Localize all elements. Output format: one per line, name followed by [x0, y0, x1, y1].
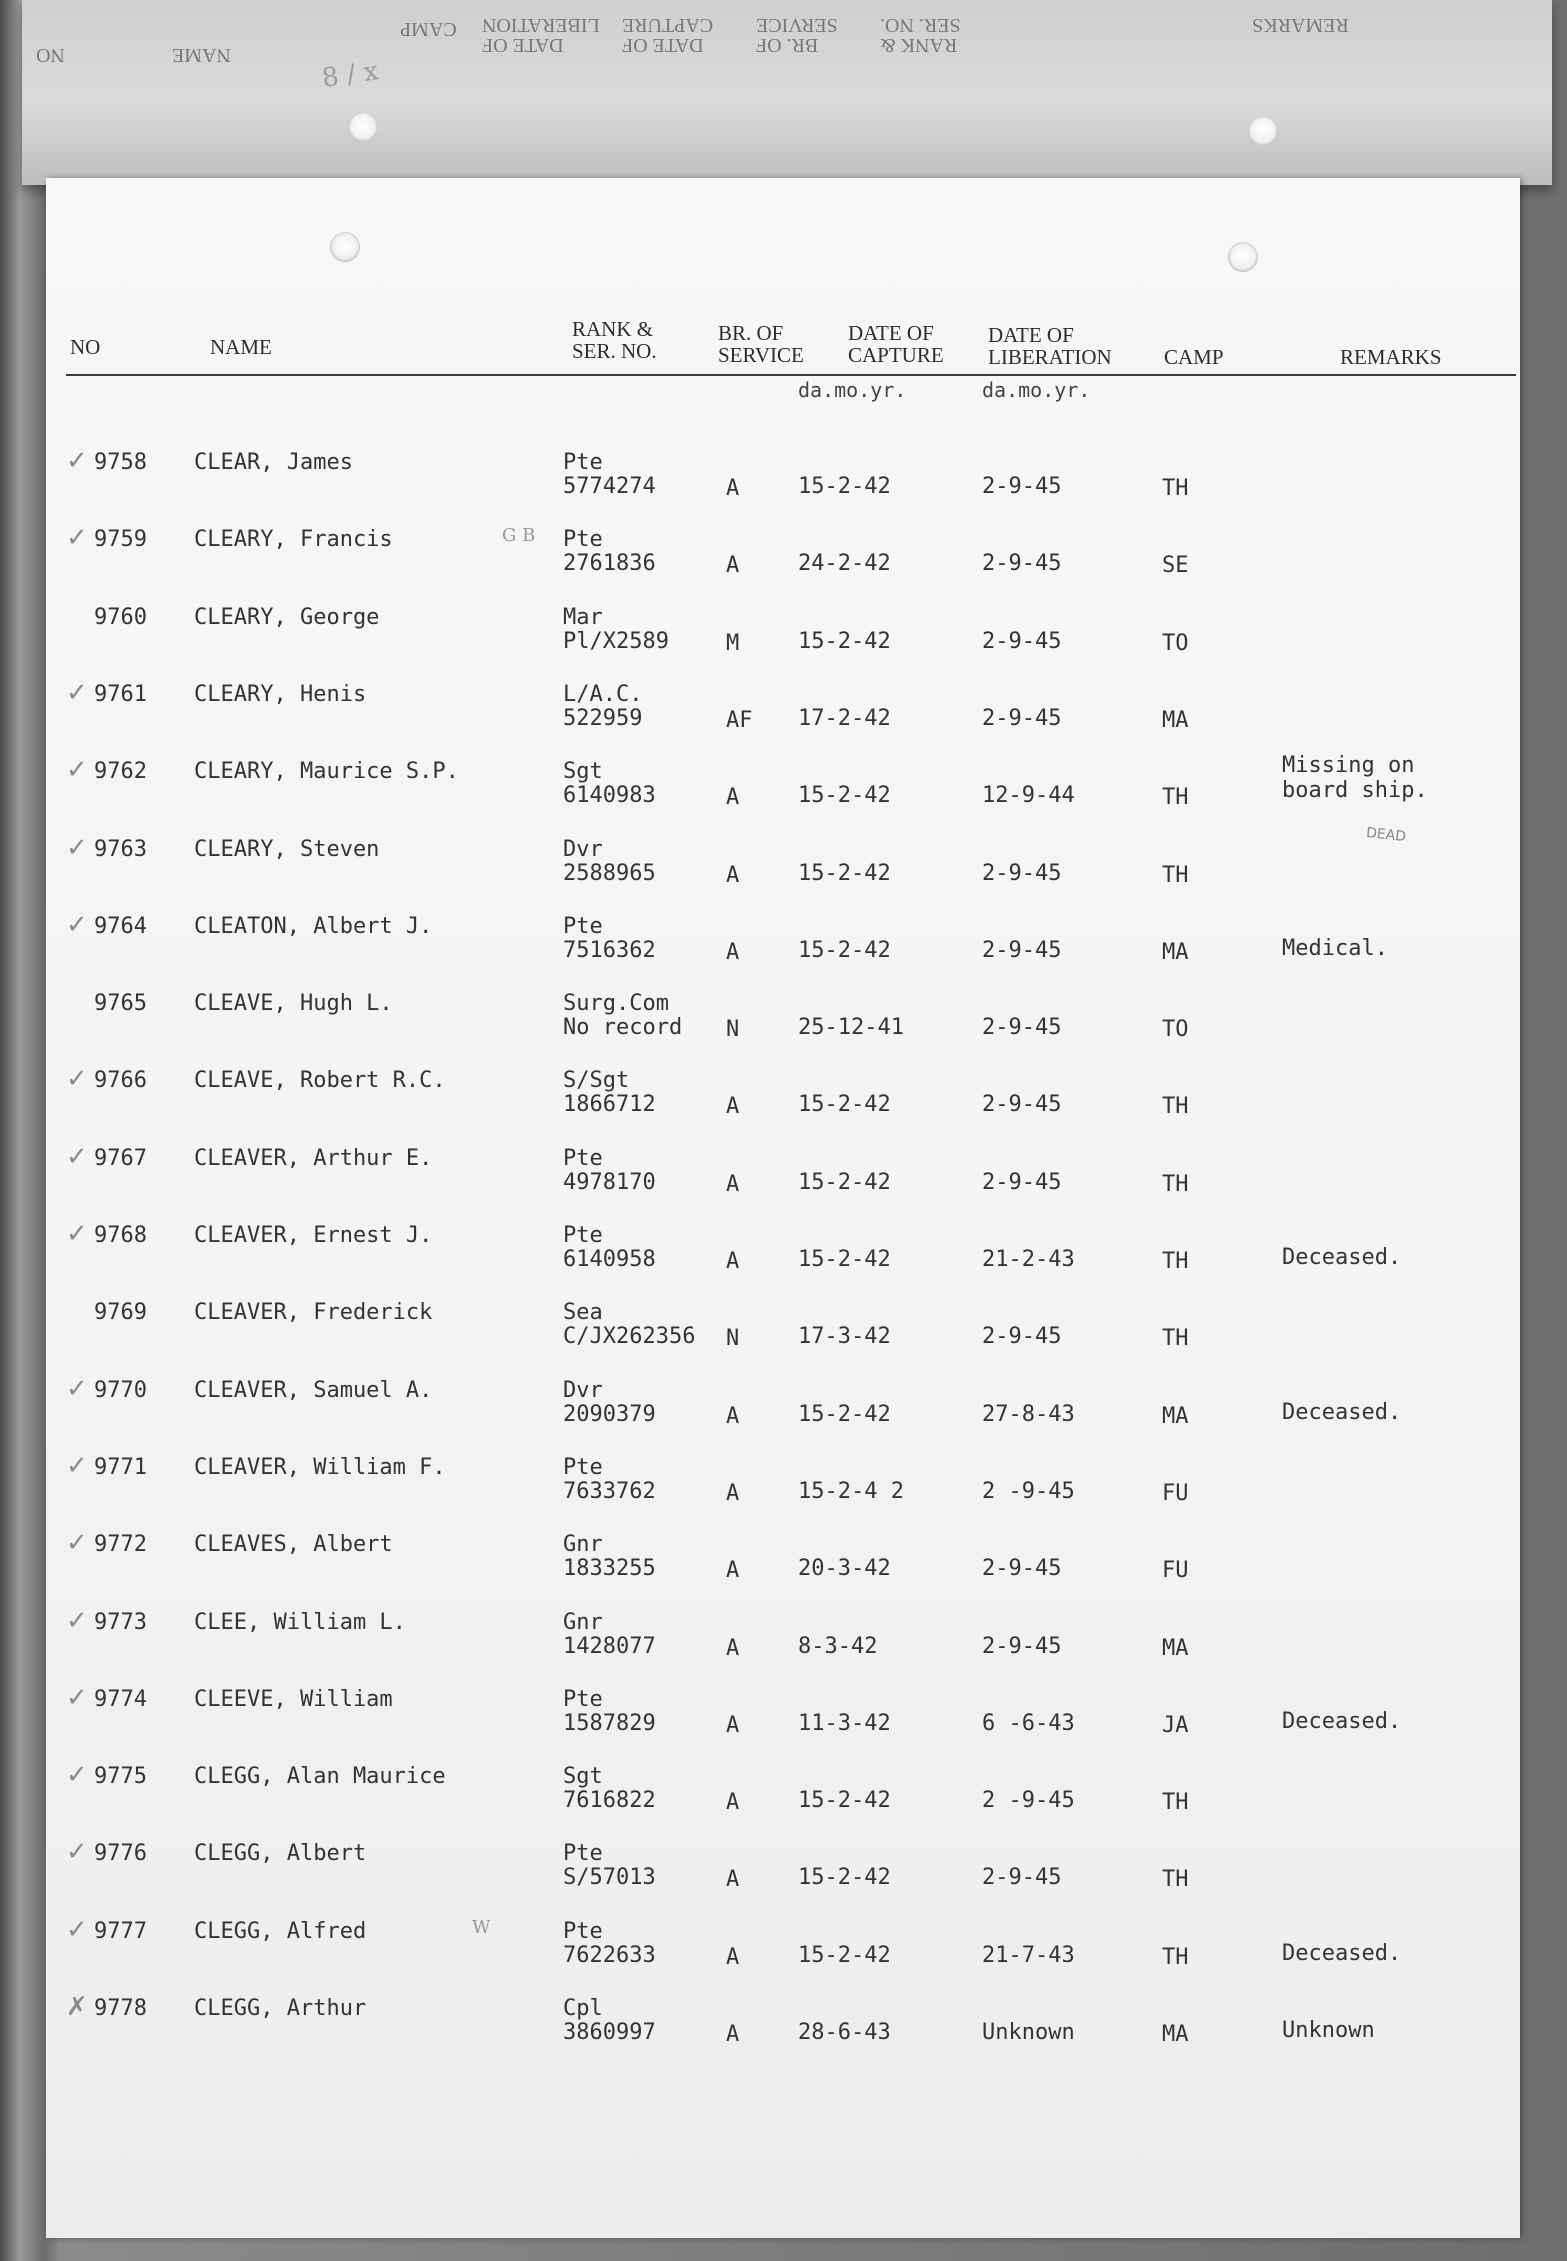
service-number: S/57013	[563, 1865, 656, 1890]
mirror-header-service: SERVICE	[756, 14, 838, 36]
prisoner-name: CLEAVER, Ernest J.	[194, 1223, 433, 1248]
prisoner-name: CLEARY, Steven	[194, 837, 380, 862]
check-mark: ✓	[66, 1142, 88, 1172]
rank: S/Sgt	[563, 1068, 630, 1093]
date-of-liberation: 21-2-43	[982, 1247, 1075, 1272]
branch-of-service: A	[726, 1636, 740, 1661]
service-number: 522959	[563, 706, 643, 731]
header-date-liberation: DATE OF LIBERATION	[988, 323, 1112, 369]
record-number: 9769	[94, 1300, 147, 1325]
check-mark: ✓	[66, 678, 88, 708]
check-mark: ✓	[66, 1760, 88, 1790]
mirror-header-name: NAME	[172, 44, 231, 66]
camp-code: TH	[1162, 1249, 1189, 1274]
camp-code: SE	[1162, 553, 1189, 578]
date-of-liberation: Unknown	[982, 2020, 1075, 2045]
record-row	[46, 446, 1520, 520]
date-of-capture: 17-2-42	[798, 706, 891, 731]
date-of-liberation: 2 -9-45	[982, 1479, 1075, 1504]
branch-of-service: A	[726, 1249, 740, 1274]
remarks: Unknown	[1282, 2018, 1375, 2043]
service-number: 5774274	[563, 474, 656, 499]
date-of-liberation: 2-9-45	[982, 706, 1062, 731]
service-number: 7616822	[563, 1788, 656, 1813]
date-of-capture: 17-3-42	[798, 1324, 891, 1349]
check-mark: ✓	[66, 446, 88, 476]
record-number: 9765	[94, 991, 147, 1016]
rank: Dvr	[563, 1378, 603, 1403]
prisoner-name: CLEARY, George	[194, 605, 380, 630]
rank: Gnr	[563, 1610, 603, 1635]
record-number: 9770	[94, 1378, 147, 1403]
record-number: 9758	[94, 450, 147, 475]
record-number: 9767	[94, 1146, 147, 1171]
check-mark: ✓	[66, 1683, 88, 1713]
prisoner-name: CLEARY, Francis	[194, 527, 393, 552]
camp-code: TH	[1162, 785, 1189, 810]
punch-hole-left-top	[348, 112, 378, 142]
camp-code: TO	[1162, 631, 1189, 656]
camp-code: MA	[1162, 940, 1189, 965]
branch-of-service: A	[726, 2022, 740, 2047]
prisoner-name: CLEGG, Alfred	[194, 1919, 367, 1944]
record-number: 9776	[94, 1841, 147, 1866]
record-number: 9771	[94, 1455, 147, 1480]
date-of-liberation: 2-9-45	[982, 1015, 1062, 1040]
mirror-header-liberation: LIBERATION	[482, 14, 600, 36]
date-of-capture: 20-3-42	[798, 1556, 891, 1581]
camp-code: TH	[1162, 1790, 1189, 1815]
branch-of-service: AF	[726, 708, 753, 733]
record-row	[46, 605, 1520, 675]
branch-of-service: M	[726, 631, 740, 656]
mirrored-header-show-through	[22, 0, 1552, 70]
date-of-capture: 15-2-42	[798, 629, 891, 654]
service-number: 6140958	[563, 1247, 656, 1272]
header-rank: RANK & SER. NO.	[572, 317, 657, 363]
header-camp: CAMP	[1164, 345, 1224, 369]
prisoner-name: CLEAR, James	[194, 450, 353, 475]
mirror-header-date-of-1: DATE OF	[622, 34, 704, 56]
rank: L/A.C.	[563, 682, 643, 707]
camp-code: MA	[1162, 708, 1189, 733]
record-row	[46, 1451, 1520, 1525]
handwritten-annotation: G B	[502, 525, 536, 546]
service-number: 1833255	[563, 1556, 656, 1581]
record-row	[46, 1064, 1520, 1138]
check-mark: ✓	[66, 1528, 88, 1558]
record-row	[46, 1142, 1520, 1216]
remarks: Deceased.	[1282, 1245, 1402, 1270]
header-date-capture: DATE OF CAPTURE	[848, 321, 944, 367]
service-number: 6140983	[563, 783, 656, 808]
service-number: 2090379	[563, 1402, 656, 1427]
service-number: Pl/X2589	[563, 629, 669, 654]
check-mark: ✓	[66, 1606, 88, 1636]
date-of-liberation: 6 -6-43	[982, 1711, 1075, 1736]
check-mark: ✓	[66, 1064, 88, 1094]
record-number: 9777	[94, 1919, 147, 1944]
record-number: 9775	[94, 1764, 147, 1789]
prisoner-name: CLEAVER, William F.	[194, 1455, 446, 1480]
date-of-capture: 15-2-4 2	[798, 1479, 904, 1504]
record-number: 9759	[94, 527, 147, 552]
rank: Sea	[563, 1300, 603, 1325]
branch-of-service: A	[726, 863, 740, 888]
date-of-liberation: 2-9-45	[982, 474, 1062, 499]
date-of-liberation: 2-9-45	[982, 1865, 1062, 1890]
record-number: 9772	[94, 1532, 147, 1557]
rank: Sgt	[563, 759, 603, 784]
prisoner-name: CLEGG, Albert	[194, 1841, 367, 1866]
prisoner-name: CLEATON, Albert J.	[194, 914, 433, 939]
branch-of-service: N	[726, 1326, 740, 1351]
prisoner-name: CLEAVER, Samuel A.	[194, 1378, 433, 1403]
check-mark: ✓	[66, 1915, 88, 1945]
check-mark: ✓	[66, 1837, 88, 1867]
record-row	[46, 678, 1520, 752]
date-of-liberation: 2-9-45	[982, 1634, 1062, 1659]
prisoner-name: CLEAVER, Frederick	[194, 1300, 433, 1325]
service-number: No record	[563, 1015, 683, 1040]
record-row	[46, 1683, 1520, 1757]
record-row	[46, 1374, 1520, 1448]
date-of-liberation: 2 -9-45	[982, 1788, 1075, 1813]
rank: Pte	[563, 914, 603, 939]
handwritten-dead-note: DEAD	[1365, 824, 1407, 846]
record-row	[46, 753, 1520, 846]
mirror-header-no: NO	[36, 44, 65, 66]
date-of-capture: 8-3-42	[798, 1634, 878, 1659]
record-number: 9762	[94, 759, 147, 784]
record-row	[46, 991, 1520, 1061]
header-name: NAME	[210, 335, 272, 359]
camp-code: TO	[1162, 1017, 1189, 1042]
prisoner-name: CLEGG, Arthur	[194, 1996, 367, 2021]
camp-code: JA	[1162, 1713, 1189, 1738]
record-number: 9761	[94, 682, 147, 707]
camp-code: TH	[1162, 1945, 1189, 1970]
capture-unit-label: da.mo.yr.	[798, 378, 907, 402]
rank: Cpl	[563, 1996, 603, 2021]
date-of-liberation: 12-9-44	[982, 783, 1075, 808]
service-number: 2588965	[563, 861, 656, 886]
mirror-header-capture: CAPTURE	[622, 14, 714, 36]
date-of-capture: 15-2-42	[798, 1943, 891, 1968]
rank: Mar	[563, 605, 603, 630]
check-mark: ✓	[66, 1451, 88, 1481]
mirror-header-serno: SER. NO.	[880, 14, 961, 36]
record-number: 9760	[94, 605, 147, 630]
rank: Pte	[563, 1841, 603, 1866]
branch-of-service: A	[726, 553, 740, 578]
date-of-capture: 15-2-42	[798, 938, 891, 963]
remarks: Medical.	[1282, 936, 1388, 961]
rank: Pte	[563, 1223, 603, 1248]
record-number: 9773	[94, 1610, 147, 1635]
service-number: 7633762	[563, 1479, 656, 1504]
prisoner-name: CLEAVE, Hugh L.	[194, 991, 393, 1016]
branch-of-service: A	[726, 1713, 740, 1738]
punch-hole-left	[330, 232, 360, 262]
mirror-header-rank: RANK &	[880, 34, 958, 56]
date-of-capture: 24-2-42	[798, 551, 891, 576]
record-number: 9763	[94, 837, 147, 862]
service-number: 1866712	[563, 1092, 656, 1117]
mirror-header-remarks: REMARKS	[1252, 14, 1349, 36]
camp-code: TH	[1162, 1094, 1189, 1119]
date-of-capture: 15-2-42	[798, 1402, 891, 1427]
date-of-capture: 15-2-42	[798, 1247, 891, 1272]
branch-of-service: A	[726, 1558, 740, 1583]
branch-of-service: A	[726, 1404, 740, 1429]
date-of-capture: 25-12-41	[798, 1015, 904, 1040]
record-number: 9766	[94, 1068, 147, 1093]
remarks: Deceased.	[1282, 1709, 1402, 1734]
branch-of-service: A	[726, 476, 740, 501]
record-row	[46, 1219, 1520, 1293]
date-of-capture: 28-6-43	[798, 2020, 891, 2045]
branch-of-service: A	[726, 1790, 740, 1815]
punch-hole-right	[1228, 242, 1258, 272]
camp-code: TH	[1162, 476, 1189, 501]
date-of-capture: 15-2-42	[798, 1865, 891, 1890]
mirror-header-date-of-2: DATE OF	[482, 34, 564, 56]
prisoner-name: CLEARY, Maurice S.P.	[194, 759, 459, 784]
record-number: 9764	[94, 914, 147, 939]
branch-of-service: A	[726, 785, 740, 810]
record-row	[46, 1915, 1520, 1989]
check-mark: ✓	[66, 755, 88, 785]
branch-of-service: A	[726, 940, 740, 965]
header-remarks: REMARKS	[1340, 345, 1442, 369]
rank: Surg.Com	[563, 991, 669, 1016]
camp-code: TH	[1162, 863, 1189, 888]
remarks: Missing on board ship.	[1282, 753, 1428, 803]
branch-of-service: A	[726, 1172, 740, 1197]
rank: Gnr	[563, 1532, 603, 1557]
service-number: 4978170	[563, 1170, 656, 1195]
rank: Pte	[563, 1919, 603, 1944]
date-of-capture: 15-2-42	[798, 474, 891, 499]
record-row	[46, 910, 1520, 984]
remarks: Deceased.	[1282, 1941, 1402, 1966]
check-mark: ✗	[66, 1992, 88, 2022]
record-row	[46, 1760, 1520, 1834]
record-row	[46, 1300, 1520, 1370]
branch-of-service: A	[726, 1481, 740, 1506]
record-row	[46, 1528, 1520, 1602]
prisoner-name: CLEEVE, William	[194, 1687, 393, 1712]
rank: Pte	[563, 450, 603, 475]
date-of-liberation: 27-8-43	[982, 1402, 1075, 1427]
check-mark: ✓	[66, 833, 88, 863]
camp-code: MA	[1162, 2022, 1189, 2047]
rank: Dvr	[563, 837, 603, 862]
prisoner-name: CLEAVER, Arthur E.	[194, 1146, 433, 1171]
punch-hole-right-top	[1248, 116, 1278, 146]
handwritten-annotation: W	[472, 1917, 491, 1938]
record-row	[46, 523, 1520, 597]
remarks: Deceased.	[1282, 1400, 1402, 1425]
prisoner-name: CLEAVES, Albert	[194, 1532, 393, 1557]
branch-of-service: N	[726, 1017, 740, 1042]
liberation-unit-label: da.mo.yr.	[982, 378, 1091, 402]
date-of-liberation: 2-9-45	[982, 1324, 1062, 1349]
ledger-sheet	[46, 178, 1520, 2238]
service-number: 2761836	[563, 551, 656, 576]
date-of-liberation: 2-9-45	[982, 1092, 1062, 1117]
check-mark: ✓	[66, 910, 88, 940]
branch-of-service: A	[726, 1094, 740, 1119]
service-number: 1587829	[563, 1711, 656, 1736]
record-row	[46, 1606, 1520, 1680]
date-of-capture: 15-2-42	[798, 1092, 891, 1117]
date-of-liberation: 2-9-45	[982, 938, 1062, 963]
branch-of-service: A	[726, 1945, 740, 1970]
record-row	[46, 1992, 1520, 2066]
camp-code: TH	[1162, 1867, 1189, 1892]
service-number: 7516362	[563, 938, 656, 963]
rank: Pte	[563, 527, 603, 552]
prisoner-name: CLEARY, Henis	[194, 682, 367, 707]
service-number: 3860997	[563, 2020, 656, 2045]
header-rule	[66, 374, 1516, 376]
date-of-liberation: 2-9-45	[982, 861, 1062, 886]
rank: Pte	[563, 1455, 603, 1480]
check-mark: ✓	[66, 1219, 88, 1249]
camp-code: MA	[1162, 1404, 1189, 1429]
rank: Pte	[563, 1146, 603, 1171]
header-branch: BR. OF SERVICE	[718, 321, 804, 367]
camp-code: FU	[1162, 1558, 1189, 1583]
date-of-liberation: 2-9-45	[982, 551, 1062, 576]
folded-back-sheet	[22, 0, 1552, 185]
date-of-capture: 15-2-42	[798, 1788, 891, 1813]
camp-code: TH	[1162, 1172, 1189, 1197]
record-row	[46, 1837, 1520, 1911]
record-number: 9768	[94, 1223, 147, 1248]
camp-code: MA	[1162, 1636, 1189, 1661]
camp-code: FU	[1162, 1481, 1189, 1506]
rank: Pte	[563, 1687, 603, 1712]
date-of-liberation: 2-9-45	[982, 1556, 1062, 1581]
service-number: 1428077	[563, 1634, 656, 1659]
service-number: 7622633	[563, 1943, 656, 1968]
header-no: NO	[70, 335, 101, 359]
prisoner-name: CLEE, William L.	[194, 1610, 406, 1635]
record-number: 9774	[94, 1687, 147, 1712]
pencil-scribble: 8 / x	[320, 56, 381, 94]
mirror-header-camp: CAMP	[400, 18, 457, 40]
date-of-liberation: 21-7-43	[982, 1943, 1075, 1968]
date-of-capture: 15-2-42	[798, 783, 891, 808]
date-of-capture: 15-2-42	[798, 1170, 891, 1195]
branch-of-service: A	[726, 1867, 740, 1892]
date-of-capture: 11-3-42	[798, 1711, 891, 1736]
record-number: 9778	[94, 1996, 147, 2021]
check-mark: ✓	[66, 1374, 88, 1404]
mirror-header-br: BR. OF	[756, 34, 819, 56]
rank: Sgt	[563, 1764, 603, 1789]
check-mark: ✓	[66, 523, 88, 553]
date-of-liberation: 2-9-45	[982, 1170, 1062, 1195]
date-of-liberation: 2-9-45	[982, 629, 1062, 654]
date-of-capture: 15-2-42	[798, 861, 891, 886]
camp-code: TH	[1162, 1326, 1189, 1351]
service-number: C/JX262356	[563, 1324, 696, 1349]
prisoner-name: CLEAVE, Robert R.C.	[194, 1068, 446, 1093]
prisoner-name: CLEGG, Alan Maurice	[194, 1764, 446, 1789]
